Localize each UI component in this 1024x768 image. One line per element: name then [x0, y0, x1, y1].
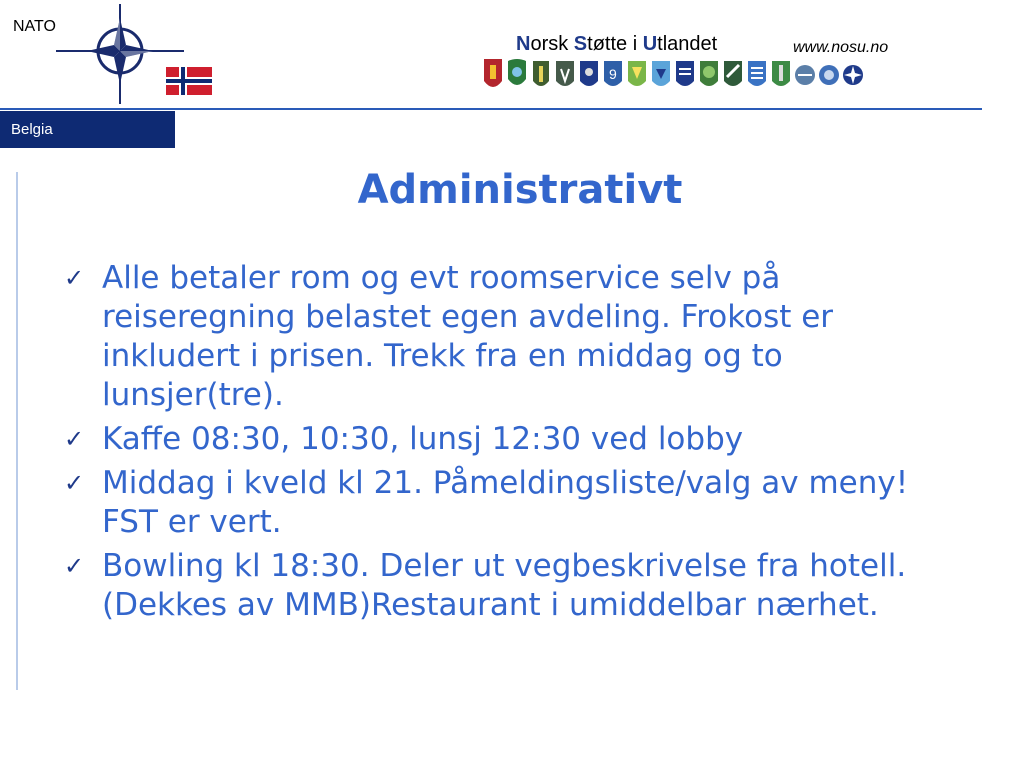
norwegian-flag-icon	[166, 67, 212, 95]
shield-icon	[602, 57, 624, 95]
checkmark-icon: ✓	[64, 552, 85, 580]
shield-icon	[650, 57, 672, 95]
left-rule	[16, 172, 18, 690]
shield-icon	[506, 57, 528, 95]
list-item	[64, 547, 964, 625]
checkmark-icon: ✓	[64, 469, 85, 497]
shield-icon	[554, 57, 576, 95]
header-divider	[0, 108, 982, 110]
shield-icon	[482, 57, 504, 95]
shield-icon	[530, 57, 552, 95]
shield-icon	[746, 57, 768, 95]
nosu-url: www.nosu.no	[793, 39, 889, 56]
shield-icon	[674, 57, 696, 95]
shield-icon	[722, 57, 744, 95]
shield-icon	[794, 57, 816, 95]
checkmark-icon: ✓	[64, 264, 85, 292]
shield-icon	[818, 57, 840, 95]
slide-title: Administrativt	[357, 167, 683, 213]
bullet-text: Alle betaler rom og evt roomservice selv på reiseregning belastet egen avdeling. Frokost er inkludert i prisen. Trekk fra en middag og to lunsjer(tre).	[102, 260, 834, 413]
shield-icon	[842, 57, 864, 95]
svg-text:9: 9	[609, 66, 617, 82]
unit-shield-icons	[482, 57, 864, 95]
nato-label: NATO	[13, 18, 56, 35]
bullet-text: Kaffe 08:30, 10:30, lunsj 12:30 ved lobby	[102, 421, 744, 457]
bullet-text: Middag i kveld kl 21. Påmeldingsliste/valg av meny! FST er vert.	[102, 465, 909, 540]
shield-icon	[626, 57, 648, 95]
list-item	[64, 259, 964, 415]
bullet-text: Bowling kl 18:30. Deler ut vegbeskrivelse fra hotell. (Dekkes av MMB)Restaurant i umiddelbar nærhet.	[102, 548, 907, 623]
country-tab: Belgia	[0, 111, 175, 148]
list-item	[64, 420, 964, 459]
nosu-title: Norsk Støtte i Utlandet	[516, 33, 718, 55]
shield-icon	[698, 57, 720, 95]
checkmark-icon: ✓	[64, 425, 85, 453]
shield-icon	[770, 57, 792, 95]
nato-compass-star-icon	[56, 4, 184, 104]
bullet-list	[64, 259, 964, 630]
shield-icon	[578, 57, 600, 95]
list-item	[64, 464, 964, 542]
